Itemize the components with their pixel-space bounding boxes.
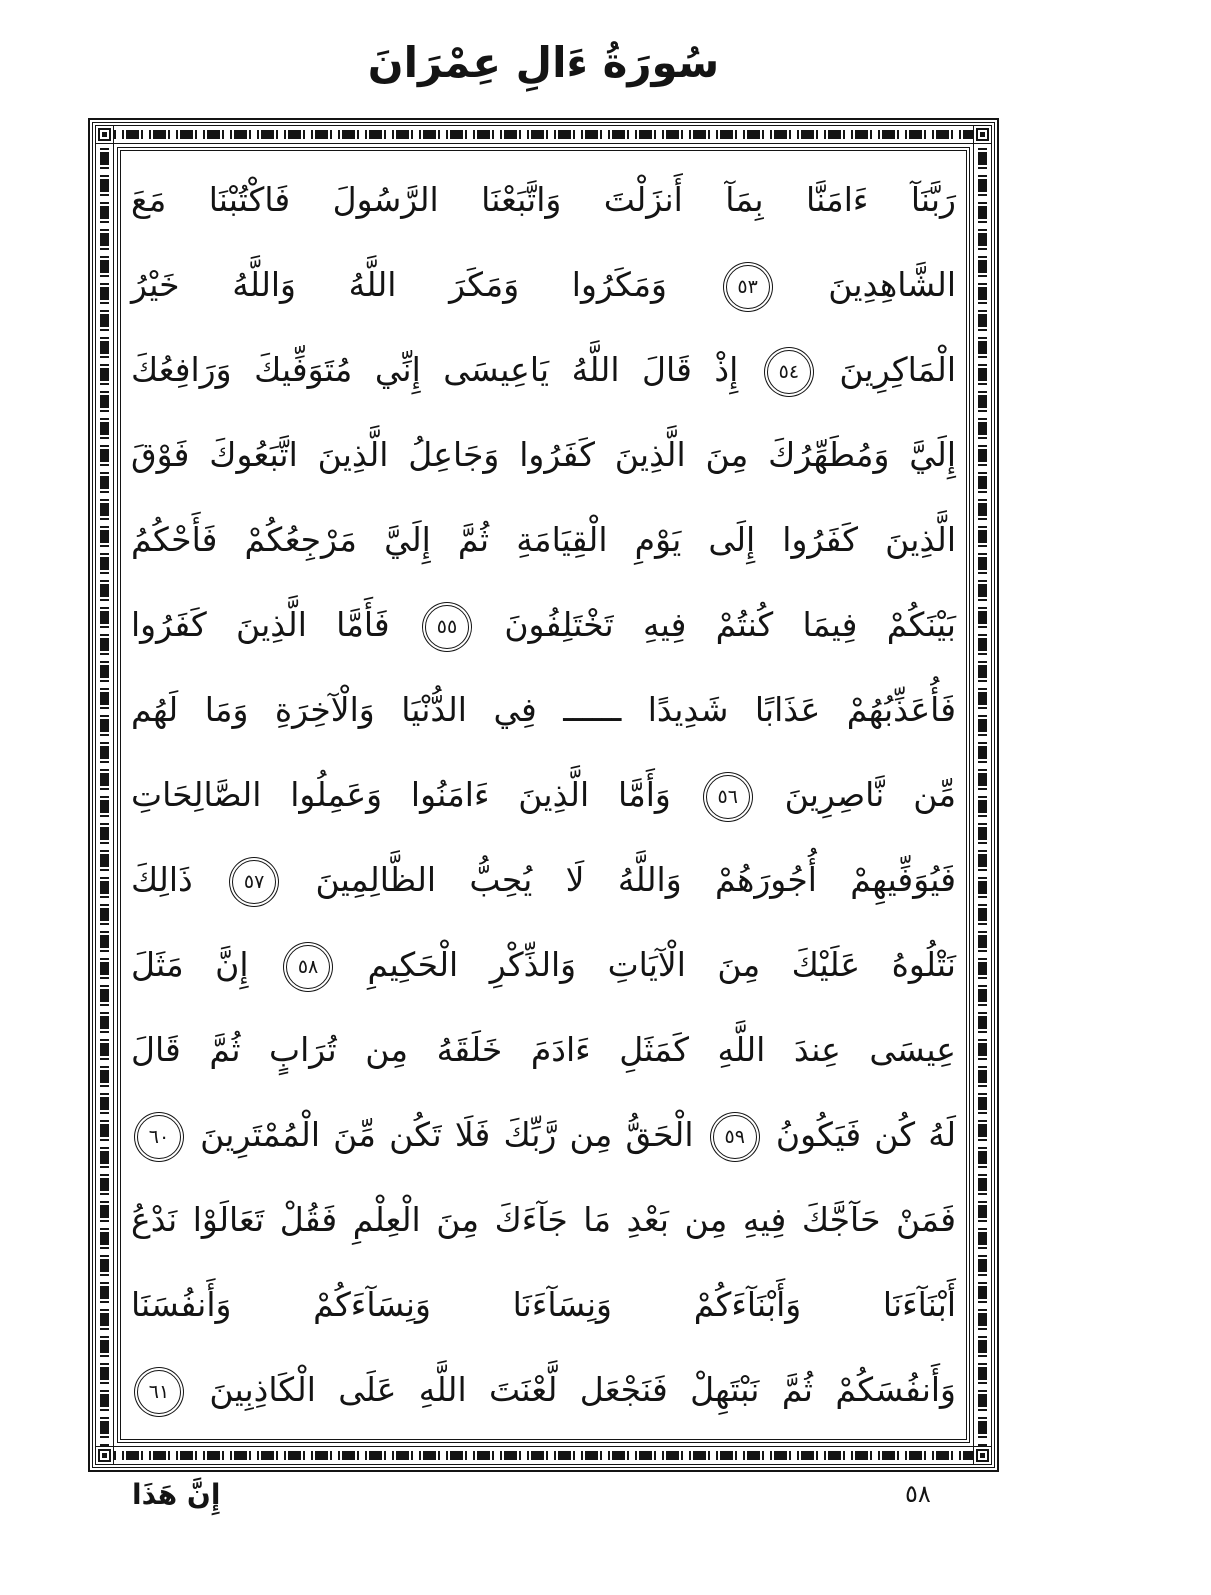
text-block — [131, 157, 956, 1433]
quran-text: وَأَمَّا الَّذِينَ ءَامَنُوا وَعَمِلُوا الصَّالِحَاتِ — [131, 775, 671, 814]
quran-line — [131, 667, 956, 752]
quran-line — [131, 1262, 956, 1347]
frame-inner-line — [92, 122, 995, 1468]
quran-line — [131, 837, 956, 922]
quran-text: رَبَّنَآ ءَامَنَّا بِمَآ أَنزَلْتَ وَاتَّبَعْنَا الرَّسُولَ فَاكْتُبْنَا مَعَ — [131, 180, 956, 219]
corner-ornament-bottom-left — [95, 1446, 114, 1465]
chain-border-right — [973, 125, 992, 1465]
quran-text: إِنَّ مَثَلَ — [131, 945, 249, 984]
quran-text: ذَالِكَ — [131, 860, 193, 899]
quran-line — [131, 1347, 956, 1432]
quran-line — [131, 922, 956, 1007]
ayah-marker: ٥٣ — [726, 265, 770, 309]
quran-line — [131, 752, 956, 837]
quran-text: الَّذِينَ كَفَرُوا إِلَى يَوْمِ الْقِيَامَةِ ثُمَّ إِلَيَّ مَرْجِعُكُمْ فَأَحْكُمُ — [131, 520, 956, 559]
ayah-marker: ٥٨ — [286, 945, 330, 989]
quran-line — [131, 497, 956, 582]
quran-line — [131, 1177, 956, 1262]
quran-text: إِذْ قَالَ اللَّهُ يَاعِيسَى إِنِّي مُتَوَفِّيكَ وَرَافِعُكَ — [131, 350, 739, 389]
quran-text: بَيْنَكُمْ فِيمَا كُنتُمْ فِيهِ تَخْتَلِفُونَ — [504, 605, 956, 644]
quran-text: فَيُوَفِّيهِمْ أُجُورَهُمْ وَاللَّهُ لَا يُحِبُّ الظَّالِمِينَ — [315, 860, 956, 899]
ayah-marker: ٦٠ — [137, 1115, 181, 1159]
quran-text: لَهُ كُن فَيَكُونُ — [775, 1115, 957, 1154]
quran-text: فَمَنْ حَآجَّكَ فِيهِ مِن بَعْدِ مَا جَآءَكَ مِنَ الْعِلْمِ فَقُلْ تَعَالَوْا نَدْعُ — [131, 1200, 956, 1239]
chain-border-top — [95, 125, 992, 144]
quran-text: أَبْنَآءَنَا وَأَبْنَآءَكُمْ وَنِسَآءَنَا وَنِسَآءَكُمْ وَأَنفُسَنَا — [131, 1285, 956, 1324]
corner-ornament-top-left — [95, 125, 114, 144]
surah-title: سُورَةُ ءَالِ عِمْرَانَ — [367, 38, 720, 87]
quran-text: عِيسَى عِندَ اللَّهِ كَمَثَلِ ءَادَمَ خَلَقَهُ مِن تُرَابٍ ثُمَّ قَالَ — [131, 1030, 956, 1069]
quran-line — [131, 157, 956, 242]
quran-text: الْمَاكِرِينَ — [839, 350, 956, 389]
ayah-marker: ٥٦ — [706, 775, 750, 819]
quran-text: فَأُعَذِّبُهُمْ عَذَابًا شَدِيدًا ــــــ فِي الدُّنْيَا وَالْآخِرَةِ وَمَا لَهُم — [131, 690, 956, 729]
quran-line — [131, 582, 956, 667]
quran-text: وَأَنفُسَكُمْ ثُمَّ نَبْتَهِلْ فَنَجْعَل لَّعْنَتَ اللَّهِ عَلَى الْكَاذِبِينَ — [209, 1370, 956, 1409]
quran-text: الْحَقُّ مِن رَّبِّكَ فَلَا تَكُن مِّنَ الْمُمْتَرِينَ — [200, 1115, 694, 1154]
page-number: ٥٨ — [905, 1480, 931, 1508]
corner-ornament-top-right — [973, 125, 992, 144]
quran-line — [131, 412, 956, 497]
quran-text: فَأَمَّا الَّذِينَ كَفَرُوا — [131, 605, 390, 644]
quran-text: إِلَيَّ وَمُطَهِّرُكَ مِنَ الَّذِينَ كَفَرُوا وَجَاعِلُ الَّذِينَ اتَّبَعُوكَ فَوْقَ — [131, 435, 956, 474]
quran-line — [131, 327, 956, 412]
ayah-marker: ٥٥ — [425, 605, 469, 649]
catchword: إِنَّ هَذَا — [132, 1478, 221, 1511]
quran-line — [131, 1007, 956, 1092]
quran-line — [131, 242, 956, 327]
chain-border-left — [95, 125, 114, 1465]
text-area-frame — [120, 150, 967, 1440]
ayah-marker: ٦١ — [137, 1370, 181, 1414]
quran-text: نَتْلُوهُ عَلَيْكَ مِنَ الْآيَاتِ وَالذِّكْرِ الْحَكِيمِ — [367, 945, 956, 984]
ornamental-frame — [88, 118, 999, 1472]
quran-text: وَمَكَرُوا وَمَكَرَ اللَّهُ وَاللَّهُ خَيْرُ — [131, 265, 667, 304]
ayah-marker: ٥٤ — [767, 350, 811, 394]
ayah-marker: ٥٩ — [713, 1115, 757, 1159]
chain-border-bottom — [95, 1446, 992, 1465]
quran-text: مِّن نَّاصِرِينَ — [784, 775, 956, 814]
quran-line — [131, 1092, 956, 1177]
inner-rule-frame — [117, 147, 970, 1443]
quran-text: الشَّاهِدِينَ — [828, 265, 957, 304]
ayah-marker: ٥٧ — [232, 860, 276, 904]
corner-ornament-bottom-right — [973, 1446, 992, 1465]
